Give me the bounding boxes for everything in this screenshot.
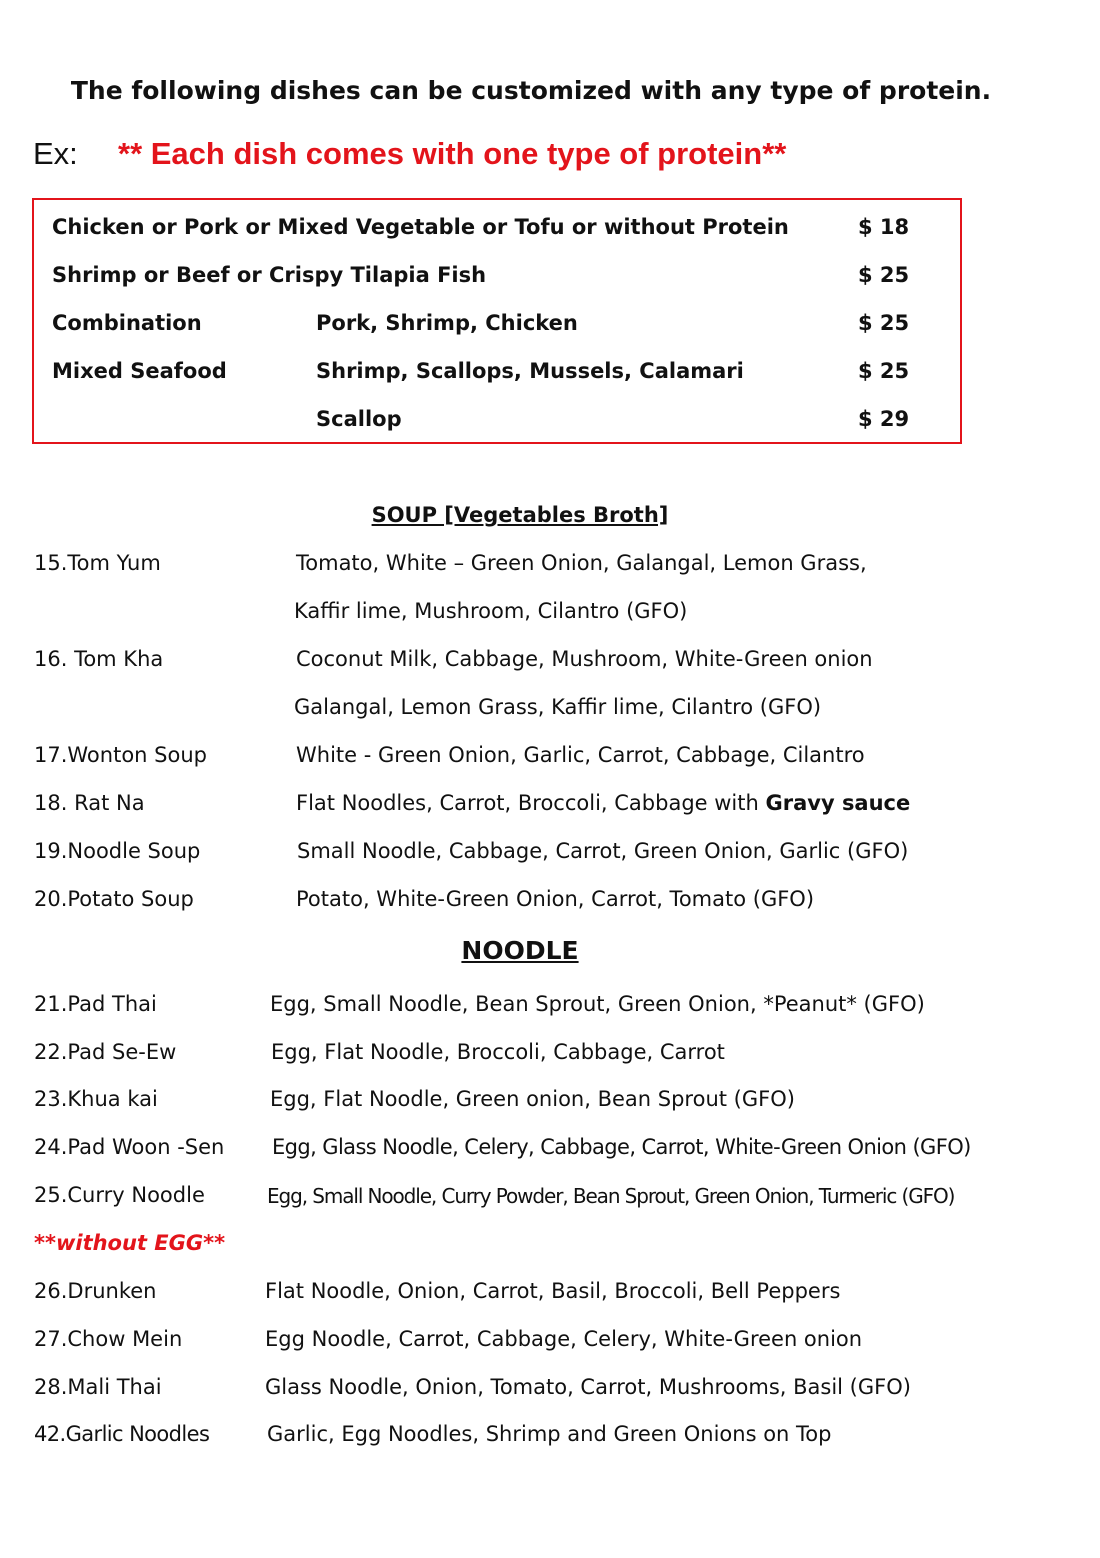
without-egg-note: **without EGG**	[34, 1231, 226, 1255]
pricing-detail: Shrimp, Scallops, Mussels, Calamari	[316, 359, 744, 383]
example-note: ** Each dish comes with one type of protein**	[118, 136, 787, 171]
soup-item-desc: Tomato, White – Green Onion, Galangal, Lemon Grass,	[296, 551, 867, 575]
intro-text: The following dishes can be customized with any type of protein.	[70, 76, 992, 105]
noodle-item-name: 27.Chow Mein	[34, 1327, 183, 1351]
pricing-name: Shrimp or Beef or Crispy Tilapia Fish	[52, 263, 487, 287]
noodle-item-name: 26.Drunken	[34, 1279, 157, 1303]
pricing-row	[34, 359, 960, 407]
noodle-item-name: 23.Khua kai	[34, 1087, 158, 1111]
noodle-item-desc: Egg Noodle, Carrot, Cabbage, Celery, White-Green onion	[265, 1327, 863, 1351]
soup-item-name: 18. Rat Na	[34, 791, 145, 815]
soup-item-desc: Galangal, Lemon Grass, Kaffir lime, Cilantro (GFO)	[294, 695, 822, 719]
pricing-name: Mixed Seafood	[52, 359, 227, 383]
soup-item-name: 16. Tom Kha	[34, 647, 164, 671]
noodle-item-name: 42.Garlic Noodles	[34, 1422, 210, 1446]
gravy-sauce-highlight: Gravy sauce	[765, 791, 911, 815]
soup-item-name: 19.Noodle Soup	[34, 839, 201, 863]
soup-item-name: 20.Potato Soup	[34, 887, 194, 911]
pricing-detail: Pork, Shrimp, Chicken	[316, 311, 578, 335]
pricing-price: $ 25	[858, 311, 910, 335]
soup-item-desc: Potato, White-Green Onion, Carrot, Tomato (GFO)	[296, 887, 815, 911]
noodle-item-desc: Egg, Small Noodle, Curry Powder, Bean Sprout, Green Onion, Turmeric (GFO)	[267, 1184, 955, 1208]
noodle-item-desc: Flat Noodle, Onion, Carrot, Basil, Broccoli, Bell Peppers	[265, 1279, 841, 1303]
noodle-item-name: 28.Mali Thai	[34, 1375, 162, 1399]
pricing-price: $ 25	[858, 263, 910, 287]
noodle-item-desc: Egg, Glass Noodle, Celery, Cabbage, Carrot, White-Green Onion (GFO)	[272, 1135, 971, 1159]
noodle-item-desc: Garlic, Egg Noodles, Shrimp and Green Onions on Top	[267, 1422, 832, 1446]
pricing-price: $ 29	[858, 407, 910, 431]
pricing-price: $ 18	[858, 215, 910, 239]
soup-item-name: 15.Tom Yum	[34, 551, 161, 575]
pricing-row	[34, 311, 960, 359]
noodle-item-desc: Egg, Flat Noodle, Green onion, Bean Sprout (GFO)	[270, 1087, 795, 1111]
noodle-section-title: NOODLE	[461, 936, 579, 965]
pricing-price: $ 25	[858, 359, 910, 383]
soup-item-desc	[296, 791, 910, 815]
noodle-item-desc: Egg, Small Noodle, Bean Sprout, Green Onion, *Peanut* (GFO)	[270, 992, 925, 1016]
soup-item-desc-text: Flat Noodles, Carrot, Broccoli, Cabbage with	[296, 791, 766, 815]
pricing-detail: Scallop	[316, 407, 402, 431]
noodle-item-desc: Egg, Flat Noodle, Broccoli, Cabbage, Carrot	[271, 1040, 725, 1064]
noodle-item-desc: Glass Noodle, Onion, Tomato, Carrot, Mushrooms, Basil (GFO)	[265, 1375, 911, 1399]
noodle-item-name: 25.Curry Noodle	[34, 1183, 205, 1207]
soup-item-desc: Coconut Milk, Cabbage, Mushroom, White-Green onion	[296, 647, 873, 671]
pricing-name: Chicken or Pork or Mixed Vegetable or Tofu or without Protein	[52, 215, 789, 239]
soup-item-desc: Small Noodle, Cabbage, Carrot, Green Onion, Garlic (GFO)	[297, 839, 909, 863]
pricing-name: Combination	[52, 311, 202, 335]
soup-item-desc: Kaffir lime, Mushroom, Cilantro (GFO)	[294, 599, 688, 623]
noodle-item-name: 21.Pad Thai	[34, 992, 157, 1016]
pricing-row	[34, 215, 960, 263]
noodle-item-name: 24.Pad Woon -Sen	[34, 1135, 225, 1159]
soup-item-name: 17.Wonton Soup	[34, 743, 207, 767]
example-label: Ex:	[33, 136, 78, 171]
pricing-row	[34, 263, 960, 311]
soup-item-desc: White - Green Onion, Garlic, Carrot, Cabbage, Cilantro	[296, 743, 865, 767]
soup-section-title: SOUP [Vegetables Broth]	[371, 503, 669, 527]
pricing-row	[34, 407, 960, 455]
noodle-item-name: 22.Pad Se-Ew	[34, 1040, 177, 1064]
pricing-box	[32, 198, 962, 444]
